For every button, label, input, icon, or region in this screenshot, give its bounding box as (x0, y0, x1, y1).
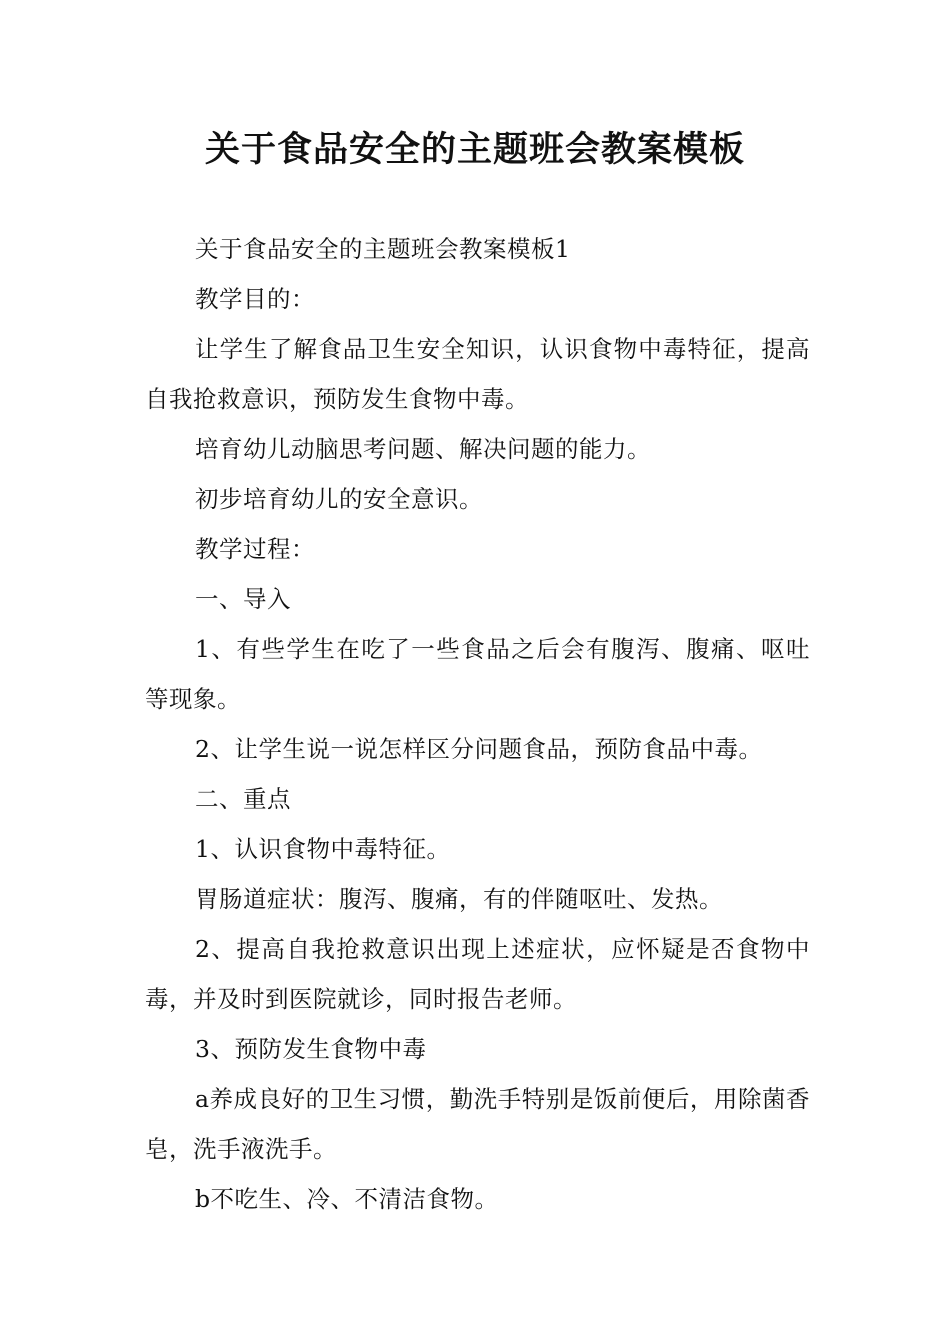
paragraph-symptoms: 胃肠道症状：腹泻、腹痛，有的伴随呕吐、发热。 (195, 885, 723, 913)
document-body (145, 224, 810, 1224)
paragraph-process-label: 教学过程： (195, 535, 315, 563)
paragraph-intro-1: 1、有些学生在吃了一些食品之后会有腹泻、腹痛、呕吐等现象。 (145, 635, 810, 713)
paragraph-part-one-heading: 一、导入 (195, 585, 291, 613)
paragraph-key-2: 2、提高自我抢救意识出现上述症状，应怀疑是否食物中毒，并及时到医院就诊，同时报告老师。 (145, 935, 810, 1013)
paragraph-section-heading: 关于食品安全的主题班会教案模板1 (195, 235, 571, 263)
paragraph-prevention-a: a养成良好的卫生习惯，勤洗手特别是饭前便后，用除菌香皂，洗手液洗手。 (145, 1085, 810, 1163)
document-title: 关于食品安全的主题班会教案模板 (204, 130, 745, 170)
paragraph-intro-2: 2、让学生说一说怎样区分问题食品，预防食品中毒。 (195, 735, 763, 763)
paragraph-prevention-b: b不吃生、冷、不清洁食物。 (195, 1185, 499, 1213)
paragraph-objectives-label: 教学目的： (195, 285, 315, 313)
paragraph-objective-3: 初步培育幼儿的安全意识。 (195, 485, 483, 513)
paragraph-key-3: 3、预防发生食物中毒 (195, 1035, 427, 1063)
paragraph-part-two-heading: 二、重点 (195, 785, 291, 813)
paragraph-key-1: 1、认识食物中毒特征。 (195, 835, 451, 863)
paragraph-objective-1: 让学生了解食品卫生安全知识，认识食物中毒特征，提高自我抢救意识，预防发生食物中毒。 (145, 335, 810, 413)
paragraph-objective-2: 培育幼儿动脑思考问题、解决问题的能力。 (195, 435, 651, 463)
